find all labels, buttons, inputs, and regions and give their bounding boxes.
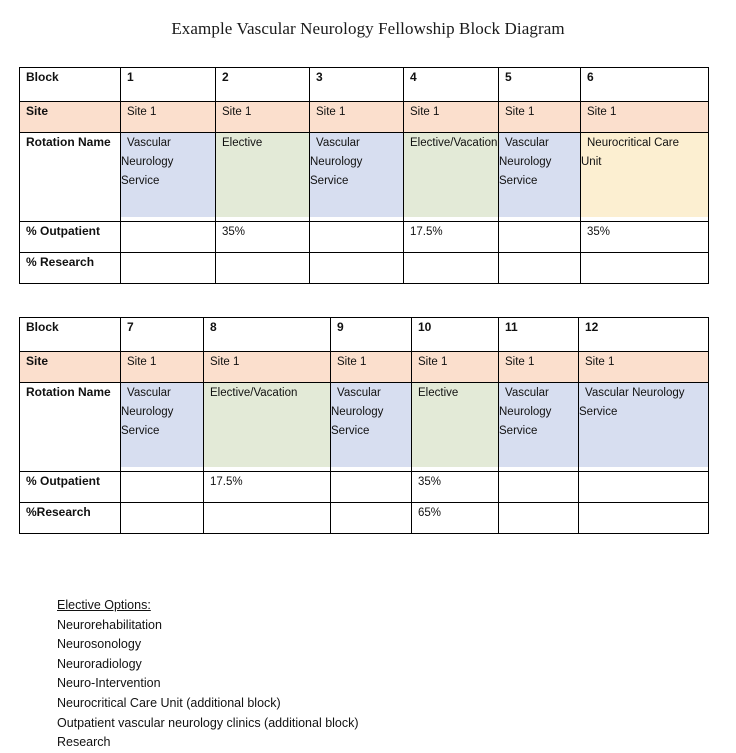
research-cell <box>121 253 216 284</box>
rotation-cell: Vascular Neurology Service <box>579 383 709 472</box>
outpatient-cell <box>499 222 581 253</box>
table-row-outpatient <box>20 222 709 253</box>
outpatient-cell: 35% <box>412 472 499 503</box>
research-cell <box>216 253 310 284</box>
row-label-block: Block <box>20 68 121 102</box>
site-cell: Site 1 <box>404 102 499 133</box>
list-item: Neuro-Intervention <box>57 676 161 691</box>
block-number-cell: 9 <box>331 318 412 352</box>
site-cell: Site 1 <box>412 352 499 383</box>
research-cell <box>204 503 331 534</box>
block-number-cell: 11 <box>499 318 579 352</box>
list-item: Neuroradiology <box>57 656 142 671</box>
outpatient-cell: 17.5% <box>204 472 331 503</box>
row-label-site: Site <box>20 352 121 383</box>
rotation-cell: Elective <box>216 133 310 222</box>
outpatient-cell <box>121 472 204 503</box>
site-cell: Site 1 <box>331 352 412 383</box>
research-cell <box>499 503 579 534</box>
site-cell: Site 1 <box>581 102 709 133</box>
rotation-cell: Elective/Vacation <box>204 383 331 472</box>
block-number-cell: 6 <box>581 68 709 102</box>
block-diagram-table-1 <box>19 67 709 284</box>
rotation-cell: Neurocritical Care Unit <box>581 133 709 222</box>
table-row-block <box>20 68 709 102</box>
research-cell <box>499 253 581 284</box>
row-label-block: Block <box>20 318 121 352</box>
site-cell: Site 1 <box>121 352 204 383</box>
table-row-rotation-name <box>20 383 709 472</box>
page-title: Example Vascular Neurology Fellowship Block Diagram <box>171 19 565 39</box>
site-cell: Site 1 <box>121 102 216 133</box>
rotation-cell: Vascular Neurology Service <box>331 383 412 472</box>
row-label-rotation-name: Rotation Name <box>20 383 121 472</box>
site-cell: Site 1 <box>499 352 579 383</box>
table-row-research <box>20 253 709 284</box>
table-row-rotation-name <box>20 133 709 222</box>
research-cell: 65% <box>412 503 499 534</box>
rotation-cell: Elective/Vacation <box>404 133 499 222</box>
row-label-outpatient: % Outpatient <box>20 472 121 503</box>
rotation-cell: Vascular Neurology Service <box>121 133 216 222</box>
block-diagram-table-2 <box>19 317 709 534</box>
block-number-cell: 1 <box>121 68 216 102</box>
table-row-site <box>20 102 709 133</box>
list-item: Neurosonology <box>57 637 142 652</box>
research-cell <box>579 503 709 534</box>
table-row-outpatient <box>20 472 709 503</box>
block-number-cell: 5 <box>499 68 581 102</box>
rotation-cell: Vascular Neurology Service <box>499 383 579 472</box>
block-number-cell: 2 <box>216 68 310 102</box>
research-cell <box>331 503 412 534</box>
outpatient-cell <box>310 222 404 253</box>
rotation-cell: Vascular Neurology Service <box>121 383 204 472</box>
outpatient-cell <box>499 472 579 503</box>
row-label-research: % Research <box>20 253 121 284</box>
list-item: Outpatient vascular neurology clinics (additional block) <box>57 715 359 730</box>
site-cell: Site 1 <box>579 352 709 383</box>
list-item: Neurorehabilitation <box>57 617 162 632</box>
row-label-rotation-name: Rotation Name <box>20 133 121 222</box>
block-number-cell: 4 <box>404 68 499 102</box>
block-number-cell: 8 <box>204 318 331 352</box>
outpatient-cell <box>121 222 216 253</box>
research-cell <box>581 253 709 284</box>
elective-options-heading: Elective Options: <box>57 598 151 612</box>
rotation-cell: Vascular Neurology Service <box>310 133 404 222</box>
site-cell: Site 1 <box>499 102 581 133</box>
rotation-cell: Vascular Neurology Service <box>499 133 581 222</box>
row-label-outpatient: % Outpatient <box>20 222 121 253</box>
research-cell <box>310 253 404 284</box>
row-label-research: %Research <box>20 503 121 534</box>
row-label-site: Site <box>20 102 121 133</box>
outpatient-cell <box>579 472 709 503</box>
site-cell: Site 1 <box>204 352 331 383</box>
list-item: Research <box>57 735 111 750</box>
site-cell: Site 1 <box>216 102 310 133</box>
table-row-site <box>20 352 709 383</box>
block-number-cell: 12 <box>579 318 709 352</box>
site-cell: Site 1 <box>310 102 404 133</box>
block-number-cell: 7 <box>121 318 204 352</box>
outpatient-cell: 35% <box>216 222 310 253</box>
research-cell <box>121 503 204 534</box>
table-row-block <box>20 318 709 352</box>
rotation-cell: Elective <box>412 383 499 472</box>
elective-options-list <box>57 596 359 753</box>
table-row-research <box>20 503 709 534</box>
list-item: Neurocritical Care Unit (additional block) <box>57 695 281 710</box>
block-number-cell: 3 <box>310 68 404 102</box>
block-number-cell: 10 <box>412 318 499 352</box>
outpatient-cell: 17.5% <box>404 222 499 253</box>
research-cell <box>404 253 499 284</box>
outpatient-cell <box>331 472 412 503</box>
outpatient-cell: 35% <box>581 222 709 253</box>
